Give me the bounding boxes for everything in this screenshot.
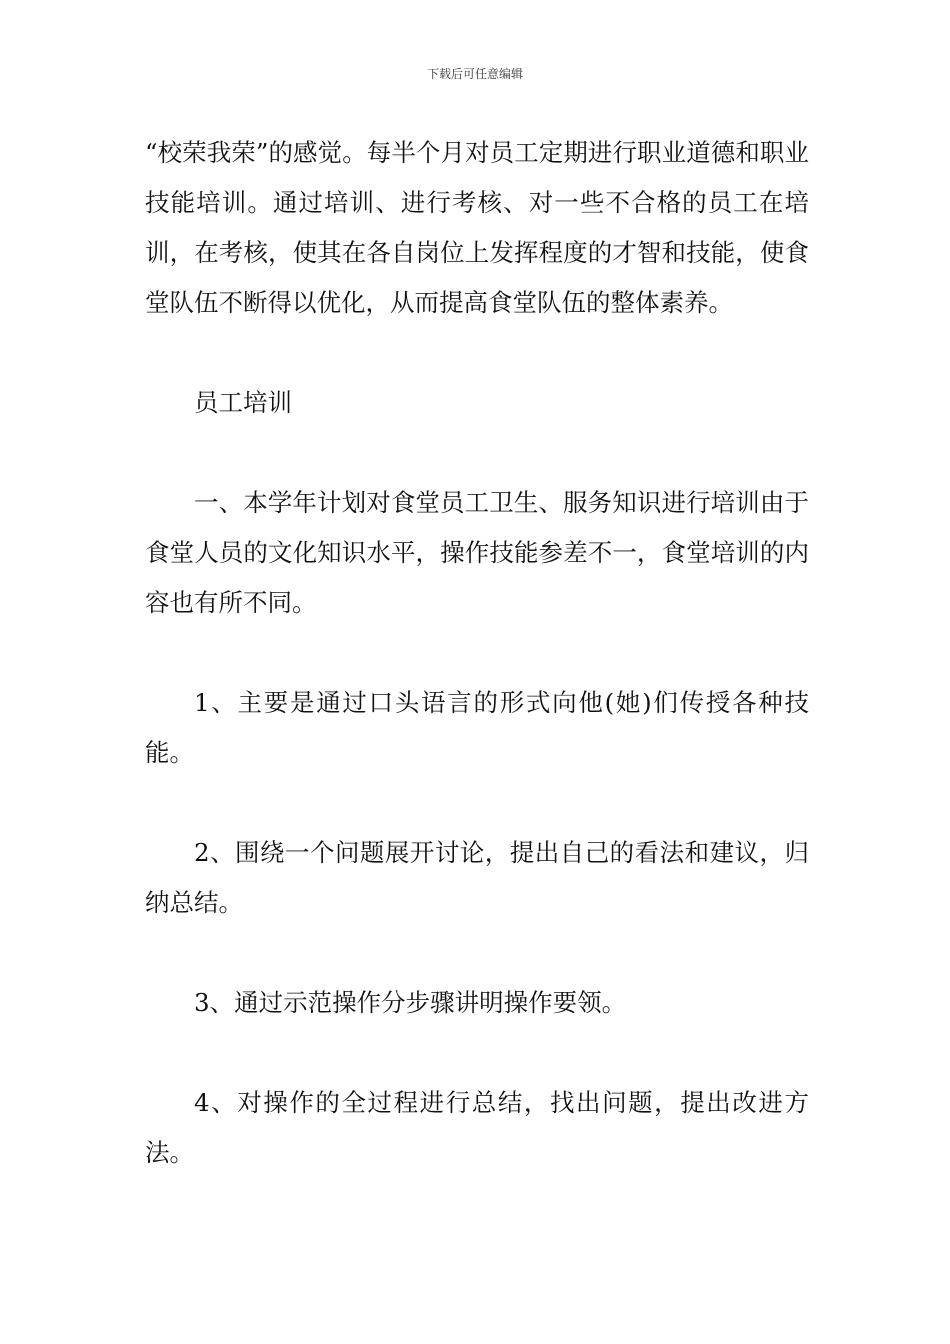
list-item-2: 2、围绕一个问题展开讨论，提出自己的看法和建议，归纳总结。 xyxy=(145,838,809,917)
paragraph-intro-continuation: “校荣我荣”的感觉。每半个月对员工定期进行职业道德和职业技能培训。通过培训、进行考核、对一些不合格的员工在培训，在考核，使其在各自岗位上发挥程度的才智和技能，使食堂队伍不断得以优化，从而提高食堂队伍的整体素养。 xyxy=(145,138,809,317)
paragraph-training-plan: 一、本学年计划对食堂员工卫生、服务知识进行培训由于食堂人员的文化知识水平，操作技能参差不一，食堂培训的内容也有所不同。 xyxy=(145,488,809,617)
page-header-note: 下载后可任意编辑 xyxy=(426,67,523,81)
section-heading-staff-training: 员工培训 xyxy=(194,388,292,417)
list-item-4: 4、对操作的全过程进行总结，找出问题，提出改进方法。 xyxy=(145,1088,809,1167)
document-body xyxy=(145,128,809,1178)
list-item-1: 1、主要是通过口头语言的形式向他(她)们传授各种技能。 xyxy=(145,688,809,767)
list-item-3: 3、通过示范操作分步骤讲明操作要领。 xyxy=(194,988,627,1017)
